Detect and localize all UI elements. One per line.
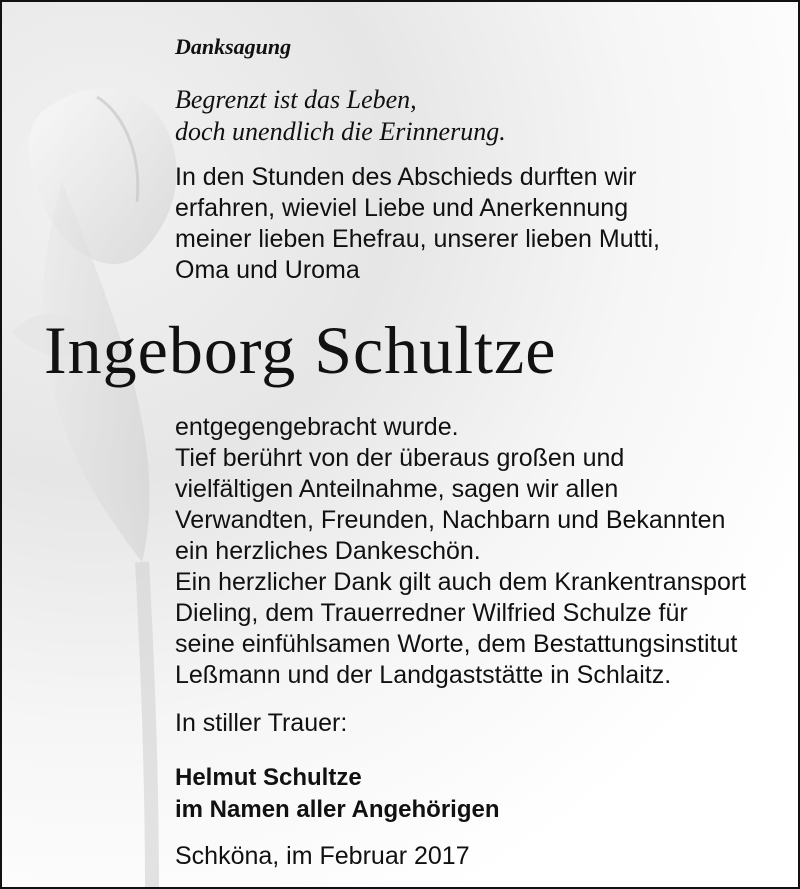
body-paragraph: entgegengebracht wurde. Tief berührt von der überaus großen und vielfältigen Anteilnahme, sagen wir allen Verwandten, Freunden, Nachbarn und Bekannten ein herzliches Dankeschön. Ein herzlicher Dank gilt auch dem Krankentransport Dieling, dem Trauerredner Wilfried Schulze für seine einfühlsamen Worte, dem Bestattungsinstitut Leßmann und der Landgaststätte in Schlaitz. xyxy=(175,413,747,689)
closing-line: In stiller Trauer: xyxy=(175,709,348,737)
deceased-name: Ingeborg Schultze xyxy=(44,312,557,388)
motto-line-2: doch unendlich die Erinnerung. xyxy=(175,117,506,146)
motto xyxy=(175,84,506,148)
signature-block xyxy=(175,762,500,826)
intro-paragraph: In den Stunden des Abschieds durften wir erfahren, wieviel Liebe und Anerkennung meiner lieben Ehefrau, unserer lieben Mutti, Oma und Uroma xyxy=(175,163,660,284)
signer-subline: im Namen aller Angehörigen xyxy=(175,796,500,823)
motto-line-1: Begrenzt ist das Leben, xyxy=(175,85,417,114)
place-date: Schköna, im Februar 2017 xyxy=(175,842,470,870)
notice-heading: Danksagung xyxy=(175,34,292,59)
signer-name: Helmut Schultze xyxy=(175,764,362,791)
